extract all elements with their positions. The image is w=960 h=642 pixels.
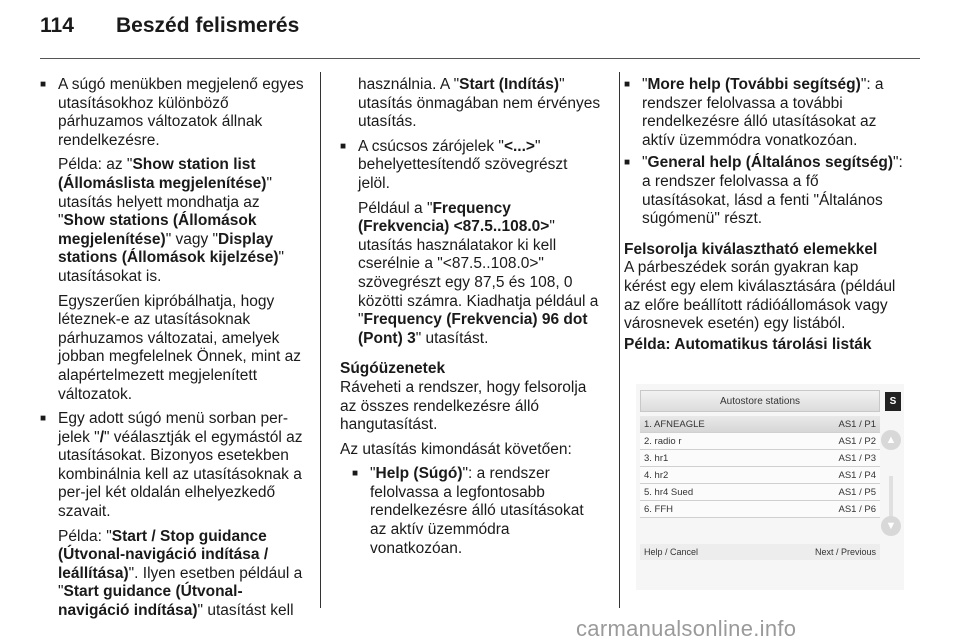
station-name: 2. radio r: [644, 435, 682, 447]
station-list: [640, 416, 880, 518]
station-preset: AS1 / P4: [838, 469, 876, 481]
page-title: Beszéd felismerés: [116, 14, 300, 37]
after-command-paragraph: Az utasítás kimondását követően:: [340, 440, 572, 458]
text-run: " utasítás helyett mondhatja az ": [58, 174, 272, 230]
text-run: " vagy ": [165, 230, 219, 248]
text-run: Példa: ": [58, 527, 112, 545]
text-run: ": a rendszer felolvassa a legfontosabb rendelkezésre álló utasításokat az aktív üzemmódra vonatkozóan.: [370, 465, 584, 557]
bullet-angle-brackets: [340, 138, 602, 194]
text-run: ": a rendszer felolvassa a további rendelkezésre álló utasításokat az aktív üzemmódra vonatkozóan.: [642, 76, 884, 149]
list-item[interactable]: [640, 501, 880, 518]
bullet-more-help: [624, 76, 904, 150]
section-heading-selectable-lists: Felsorolja kiválasztható elemekkel: [624, 240, 878, 258]
text-run: " utasítás önmagában nem érvényes utasítás.: [358, 76, 601, 131]
bullet-slash-separator: [40, 410, 308, 522]
command-start-guidance: Start guidance (Útvonal-navigáció indítása): [58, 583, 243, 620]
slash-symbol: /: [99, 428, 104, 446]
next-previous-button[interactable]: Next / Previous: [814, 547, 876, 557]
text-run: " behelyettesítendő szövegrészt jelöl.: [358, 137, 568, 192]
text-run: ": [370, 465, 376, 483]
example-heading-autostore: Példa: Automatikus tárolási listák: [624, 335, 872, 353]
list-item[interactable]: [640, 450, 880, 467]
station-name: 4. hr2: [644, 469, 669, 481]
station-name: 3. hr1: [644, 452, 669, 464]
text-run: Például a ": [358, 199, 433, 217]
command-show-station-list: Show station list (Állomáslista megjelenítése): [58, 156, 267, 192]
station-preset: AS1 / P3: [838, 452, 876, 464]
station-preset: AS1 / P2: [838, 435, 876, 447]
column-divider-2: [619, 72, 620, 608]
example2-paragraph: [40, 528, 308, 621]
scroll-down-icon[interactable]: ▼: [881, 516, 901, 536]
list-item[interactable]: [640, 467, 880, 484]
text-run: ": [642, 76, 648, 93]
example3-paragraph: [340, 200, 602, 349]
text-run: ": a rendszer felolvassa a fő utasításokat, lásd a fenti "Általános súgómenü" részt.: [642, 154, 903, 228]
station-preset: AS1 / P5: [838, 486, 876, 498]
header-rule: [40, 58, 920, 59]
text-run: A csúcsos zárójelek ": [358, 137, 504, 155]
screen-title: Autostore stations: [640, 390, 880, 412]
help-intro-paragraph: Ráveheti a rendszer, hogy felsorolja az összes rendelkezésre álló hangutasítást.: [340, 378, 587, 434]
column-2: [340, 76, 602, 558]
text-run: ". Ilyen esetben például a ": [58, 564, 303, 601]
try-paragraph: Egyszerűen kipróbálhatja, hogy léteznek-e az utasításoknak párhuzamos változatai, amelyek jobban megfelelnek Önnek, mint az alapértelmezett megjelenített változatok.: [58, 292, 301, 403]
help-cancel-button[interactable]: Help / Cancel: [644, 547, 699, 557]
command-help: Help (Súgó): [375, 465, 463, 483]
selectable-lists-paragraph: A párbeszédek során gyakran kap kérést egy elem kiválasztására (például az előre beállított rádióállomások vagy városnevek esetén) egy listából.: [624, 259, 896, 333]
column-1: [40, 76, 308, 621]
command-frequency-example: Frequency (Frekvencia) 96 dot (Pont) 3: [358, 311, 588, 347]
command-more-help: More help (További segítség): [647, 76, 861, 93]
page-number: 114: [40, 14, 74, 37]
section-heading-help-messages: Súgóüzenetek: [340, 360, 446, 378]
bullet-general-help: [624, 154, 904, 228]
speech-icon: S: [885, 392, 901, 411]
watermark: carmanualsonline.info: [576, 616, 797, 641]
text-run: ": [642, 154, 648, 172]
scroll-up-icon[interactable]: ▲: [881, 430, 901, 450]
command-start: Start (Indítás): [459, 76, 560, 93]
list-item[interactable]: [640, 433, 880, 450]
bullet-help: [352, 465, 602, 558]
command-start-stop-guidance: Start / Stop guidance (Útvonal-navigáció indítása / leállítása): [58, 527, 269, 582]
station-preset: AS1 / P6: [838, 503, 876, 515]
continuation-paragraph: [340, 76, 602, 132]
screen-footer: [640, 544, 880, 560]
command-show-stations: Show stations (Állomások megjelenítése): [58, 212, 257, 248]
station-name: 5. hr4 Sued: [644, 486, 694, 498]
text-run: " utasítást.: [415, 329, 489, 347]
station-preset: AS1 / P1: [838, 418, 876, 430]
page-header: [40, 14, 299, 50]
station-name: 1. AFNEAGLE: [644, 418, 705, 430]
autostore-screen-illustration: [636, 384, 904, 590]
text-run: " utasítást kell: [197, 602, 294, 620]
station-name: 6. FFH: [644, 503, 674, 515]
text-run: " utasításokat is.: [58, 249, 285, 285]
text-run: " véálasztják el egymástól az utasításokat. Bizonyos esetekben kombinálnia kell az utasításoknak a per-jel két oldalán elhelyezkedő szavait.: [58, 428, 303, 521]
bullet-text: A súgó menükben megjelenő egyes utasításokhoz különböző párhuzamos változatok állnak rendelkezésre.: [58, 76, 304, 149]
text-run: használnia. A ": [358, 76, 460, 93]
column-divider-1: [320, 72, 321, 608]
bullet-parallel-variants: [40, 76, 308, 150]
command-general-help: General help (Általános segítség): [647, 154, 893, 172]
list-item[interactable]: [640, 484, 880, 501]
screen-inner: [640, 390, 902, 584]
placeholder-symbol: <...>: [503, 137, 535, 155]
example-paragraph: [40, 156, 308, 286]
list-item[interactable]: [640, 416, 880, 433]
command-frequency: Frequency (Frekvencia) <87.5..108.0>: [358, 199, 550, 236]
column-3: [624, 76, 904, 354]
command-display-stations: Display stations (Állomások kijelzése): [58, 230, 279, 267]
text-run: Példa: az ": [58, 156, 133, 174]
text-run: " utasítás használatakor ki kell cserélnie a "<87.5..108.0>" szövegrészt egy 87,5 és 108, 0 közötti számra. Kiadhatja például a ": [358, 218, 599, 329]
text-run: Egy adott súgó menü sorban per-jelek ": [58, 410, 289, 446]
